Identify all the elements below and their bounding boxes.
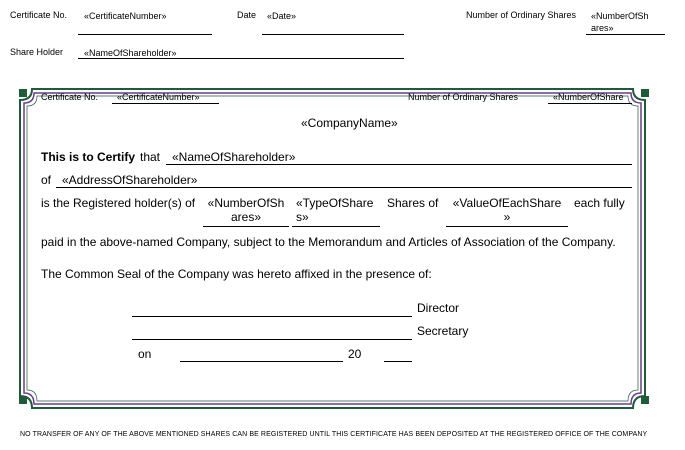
value-of-each-share-line2: » — [503, 210, 511, 224]
header-shares-label: Number of Ordinary Shares — [466, 10, 577, 20]
value-of-each-share-underline — [446, 226, 568, 227]
year-suffix-line — [384, 361, 412, 362]
cert-shares-label: Number of Ordinary Shares — [408, 92, 519, 102]
cert-shares-value: «NumberOfShare — [553, 92, 624, 102]
company-name: «CompanyName» — [301, 116, 398, 130]
shareholder-name-underline — [166, 164, 632, 165]
of-label: of — [41, 173, 52, 187]
registered-holder-text: is the Registered holder(s) of — [41, 196, 196, 210]
on-label: on — [138, 347, 152, 361]
type-of-shares-line2: s» — [296, 210, 309, 224]
paid-text: paid in the above-named Company, subject to the Memorandum and Articles of Association of the Company. — [41, 235, 616, 249]
header-certificate-label: Certificate No. — [10, 10, 68, 20]
header-holder-value: «NameOfShareholder» — [84, 48, 177, 58]
director-signature-line — [132, 316, 412, 317]
cert-shares-underline — [548, 103, 632, 104]
secretary-label: Secretary — [417, 324, 469, 338]
cert-number-label: Certificate No. — [41, 92, 99, 102]
number-of-shares-field — [203, 196, 289, 224]
corner-ornament-bottom-right — [641, 396, 649, 404]
certify-bold-text: This is to Certify — [41, 150, 136, 164]
date-signed-line — [180, 361, 343, 362]
number-of-shares-line1: «NumberOfSh — [207, 196, 285, 210]
header-shares-value-line1: «NumberOfSh — [591, 11, 649, 21]
type-of-shares-field — [292, 196, 380, 224]
address-underline — [56, 187, 632, 188]
header-certificate-value: «CertificateNumber» — [84, 11, 167, 21]
transfer-notice: NO TRANSFER OF ANY OF THE ABOVE MENTIONED SHARES CAN BE REGISTERED UNTIL THIS CERTIFICATE HAS BEEN DEPOSITED AT THE REGISTERED OFFICE OF THE COMPANY — [20, 431, 648, 438]
shares-of-text: Shares of — [387, 196, 439, 210]
year-prefix: 20 — [348, 347, 362, 361]
header-holder-label: Share Holder — [10, 47, 64, 57]
secretary-signature-line — [132, 339, 412, 340]
value-of-each-share-line1: «ValueOfEachShare — [452, 196, 562, 210]
director-label: Director — [417, 301, 460, 315]
address-field: «AddressOfShareholder» — [62, 173, 198, 187]
number-of-shares-underline — [203, 226, 289, 227]
value-of-each-share-field — [446, 196, 568, 224]
corner-ornament-bottom-left — [19, 396, 27, 404]
type-of-shares-underline — [292, 226, 380, 227]
header-date-value: «Date» — [267, 11, 297, 21]
corner-ornament-top-left — [19, 89, 27, 97]
seal-text: The Common Seal of the Company was hereto affixed in the presence of: — [41, 267, 432, 281]
number-of-shares-line2: ares» — [230, 210, 262, 224]
each-fully-text: each fully — [574, 196, 625, 210]
type-of-shares-line1: «TypeOfShare — [296, 196, 374, 210]
header-shares-value-line2: ares» — [591, 23, 614, 33]
cert-number-underline — [112, 103, 219, 104]
corner-ornament-top-right — [641, 89, 649, 97]
cert-number-value: «CertificateNumber» — [117, 92, 200, 102]
header-date-label: Date — [237, 10, 257, 20]
shareholder-name-field: «NameOfShareholder» — [172, 150, 296, 164]
certify-that-text: that — [140, 150, 161, 164]
